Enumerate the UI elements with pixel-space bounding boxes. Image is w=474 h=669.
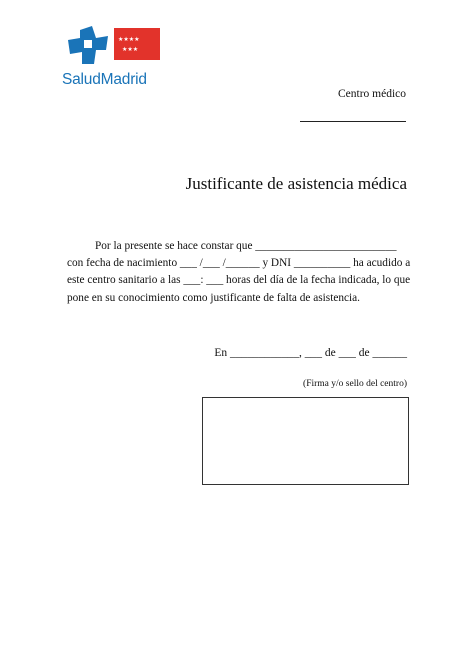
centro-medico-label: Centro médico — [337, 88, 406, 100]
salud-madrid-logo — [62, 24, 172, 94]
salud-madrid-cross-icon — [62, 24, 172, 70]
paragraph-line-3: este centro sanitario a las ___: ___ horas del día de la fecha indicada, lo que — [67, 274, 411, 287]
logo-text-salud: Salud — [62, 71, 101, 88]
signature-label: (Firma y/o sello del centro) — [303, 379, 407, 389]
logo-text-madrid: Madrid — [100, 71, 147, 88]
document-title: Justificante de asistencia médica — [185, 174, 407, 193]
svg-text:★★★: ★★★ — [122, 46, 139, 53]
svg-text:★★★★: ★★★★ — [118, 36, 140, 43]
declaration-paragraph — [67, 238, 411, 307]
centro-medico-line — [300, 121, 406, 122]
logo-wordmark — [62, 71, 147, 89]
paragraph-line-1: Por la presente se hace constar que _________________________ — [95, 240, 397, 252]
signature-box[interactable] — [202, 397, 409, 485]
paragraph-line-2: con fecha de nacimiento ___ /___ /______ y DNI __________ ha acudido a — [67, 257, 411, 270]
place-date-line: En ____________, ___ de ___ de ______ — [214, 347, 407, 359]
paragraph-line-4: pone en su conocimiento como justificante de falta de asistencia. — [67, 291, 360, 304]
